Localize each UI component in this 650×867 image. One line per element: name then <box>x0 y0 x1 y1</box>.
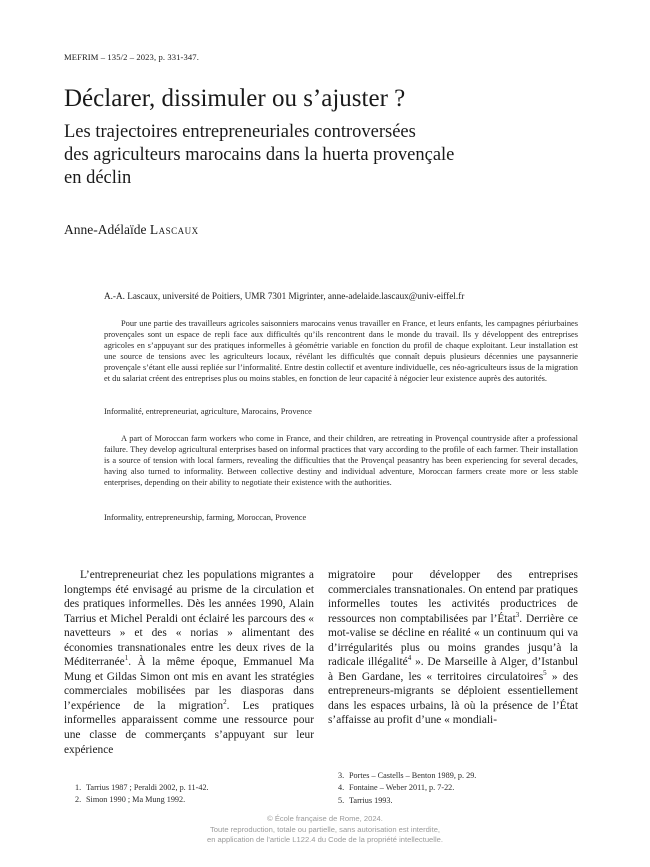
footnote-ref[interactable]: 3 <box>515 610 520 619</box>
footnotes-left <box>75 782 209 807</box>
abstract-french <box>104 318 578 385</box>
abstract-french-text: Pour une partie des travailleurs agricoles saisonniers marocains venus travailler en France, et leurs enfants, les campagnes périurbaines provençales sont un espace de repli face aux difficultés qu’ils rencontrent dans le monde du travail. Ils y développent des entreprises agricoles en s’appuyant sur des pratiques informelles à géométrie variable en fonction du profil de chaque exploitant. Leur installation est une source de tensions avec les agriculteurs locaux, révélant les difficultés que connaît depuis plusieurs décennies une paysannerie provençale s’étant elle aussi repliée sur l’informalité. Entre destin collectif et aventure individuelle, ces néo-agriculteurs issus de la migration et du salariat créent des entreprises plus ou moins stables, en fonction de leur capacité à négocier leur existence auprès des autorités. <box>104 319 578 384</box>
copyright-line: © École française de Rome, 2024. <box>267 814 383 823</box>
copyright-line: en application de l’article L122.4 du Code de la propriété intellectuelle. <box>207 835 443 845</box>
footnote-ref[interactable]: 5 <box>543 669 547 678</box>
article-title: Déclarer, dissimuler ou s’ajuster ? <box>64 85 406 112</box>
journal-reference: MEFRIM – 135/2 – 2023, p. 331-347. <box>64 52 199 62</box>
footnote-ref[interactable]: 2 <box>223 698 227 707</box>
footnote: 4. Fontaine – Weber 2011, p. 7-22. <box>338 783 455 793</box>
author-name <box>64 222 199 238</box>
footnote: 1. Tarrius 1987 ; Peraldi 2002, p. 11-42. <box>75 783 209 792</box>
author-affiliation: A.-A. Lascaux, université de Poitiers, UMR 7301 Migrinter, anne-adelaide.lascaux@univ-eiffel.fr <box>104 291 465 301</box>
copyright-line: Toute reproduction, totale ou partielle, sans autorisation est interdite, <box>209 824 441 834</box>
keywords-english: Informality, entrepreneurship, farming, Moroccan, Provence <box>104 513 307 522</box>
subtitle-line: Les trajectoires entrepreneuriales controversées <box>64 122 416 142</box>
footnote-ref[interactable]: 4 <box>407 654 412 663</box>
body-paragraph: migratoire pour développer des entreprises commerciales transnationales. On entend par pratiques informelles toutes les activités productrices de ressources non comptabilisées par l’État$^3$. Derrière ce mot-valise se décline en réalité « un continuum qui va d’irrégularités plus ou moins grandes jusqu’à la radicale illégalité$^4$ ». De Marseille à Alger, d’Istanbul à Ben Gardane, les « territoires circulatoires$^5$ » des entrepreneurs-migrants se déploient essentiellement dans les espaces urbains, là où la présence de l’État s’affaisse au profit d’une « mondiali- <box>328 569 579 727</box>
footnote: 3. Portes – Castells – Benton 1989, p. 29. <box>338 771 477 780</box>
keywords-french: Informalité, entrepreneuriat, agriculture, Marocains, Provence <box>104 407 312 416</box>
copyright-footer <box>0 814 650 846</box>
abstract-english <box>104 433 578 488</box>
author-given-name: Anne-Adélaïde <box>64 222 150 237</box>
author-family-name: Lascaux <box>149 222 199 237</box>
article-subtitle <box>64 121 604 190</box>
footnote: 5. Tarrius 1993. <box>338 795 393 805</box>
body-paragraph: L’entrepreneuriat chez les populations migrantes a longtemps été envisagé au prisme de la circulation et des pratiques informelles. Dès les années 1990, Alain Tarrius et Michel Peraldi ont éclairé les parcours des « navetteurs » et des « norias » alimentant des économies transnationales entre les deux rives de la Méditerranée$^1$. À la même époque, Emmanuel Ma Mung et Gildas Simon ont mis en avant les stratégies commerciales mobilisées par les diasporas dans l’expérience de la migration$^2$. Les pratiques informelles apparaissent comme une ressource pour une classe de commerçants s’appuyant sur leur expérience <box>64 569 314 756</box>
footnotes-right <box>338 770 476 807</box>
body-column-left <box>64 568 314 757</box>
subtitle-line: en déclin <box>64 168 132 188</box>
subtitle-line: des agriculteurs marocains dans la huerta provençale <box>64 145 455 165</box>
abstract-english-text: A part of Moroccan farm workers who come in France, and their children, are retreating in Provençal countryside after a professional failure. They develop agricultural enterprises based on informal practices that vary according to the profile of each farmer. Their installation is a source of tension with local farmers, revealing the difficulties that the Provençal peasantry has been experiencing for several decades, having also turned to informality. Between collective destiny and individual adventure, Moroccan farmers create more or less stable enterprises, depending on their ability to negotiate their existence with the authorities. <box>104 434 578 488</box>
footnote-ref[interactable]: 1 <box>124 654 129 663</box>
body-column-right <box>328 568 578 728</box>
footnote: 2. Simon 1990 ; Ma Mung 1992. <box>75 795 186 805</box>
